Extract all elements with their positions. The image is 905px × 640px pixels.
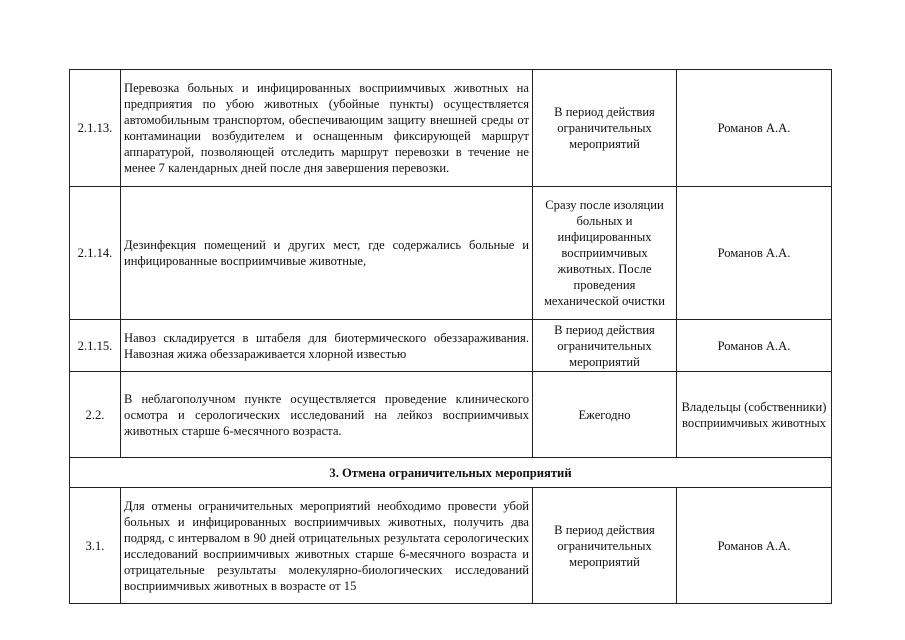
measure-responsible: Романов А.А. <box>677 70 832 187</box>
measure-period: В период действия ограничительных мероприятий <box>533 70 677 187</box>
section-header-row <box>70 458 832 488</box>
measure-period: В период действия ограничительных мероприятий <box>533 320 677 372</box>
measure-period: Ежегодно <box>533 372 677 458</box>
item-number: 2.1.14. <box>70 187 121 320</box>
measure-text: Для отмены ограничительных мероприятий необходимо провести убой больных и инфицированных восприимчивых животных, получить два подряд, с интервалом в 90 дней отрицательных результата серологических исследований восприимчивых животных старше 6-месячного возраста и отрицательные результаты молекулярно-биологических исследований восприимчивых животных в возрасте от 15 <box>121 488 533 604</box>
section-title: 3. Отмена ограничительных мероприятий <box>70 458 832 488</box>
measures-table <box>69 69 832 604</box>
measure-period: Сразу после изоляции больных и инфицированных восприимчивых животных. После проведения механической очистки <box>533 187 677 320</box>
table-row <box>70 488 832 604</box>
item-number: 3.1. <box>70 488 121 604</box>
item-number: 2.2. <box>70 372 121 458</box>
measure-text: В неблагополучном пункте осуществляется проведение клинического осмотра и серологических исследований на лейкоз восприимчивых животных старше 6-месячного возраста. <box>121 372 533 458</box>
measure-responsible: Романов А.А. <box>677 488 832 604</box>
table-row <box>70 320 832 372</box>
table-row <box>70 70 832 187</box>
measure-responsible: Романов А.А. <box>677 187 832 320</box>
measure-responsible: Романов А.А. <box>677 320 832 372</box>
measure-text: Перевозка больных и инфицированных восприимчивых животных на предприятия по убою животных (убойные пункты) осуществляется автомобильным транспортом, обеспечивающим защиту внешней среды от контаминации возбудителем и оснащенным фиксирующей маршрут аппаратурой, позволяющей отследить маршрут перевозки в течение не менее 7 календарных дней после дня завершения перевозки. <box>121 70 533 187</box>
measure-text: Дезинфекция помещений и других мест, где содержались больные и инфицированные восприимчивые животные, <box>121 187 533 320</box>
measure-responsible: Владельцы (собственники) восприимчивых животных <box>677 372 832 458</box>
measure-period: В период действия ограничительных мероприятий <box>533 488 677 604</box>
table-row <box>70 372 832 458</box>
table-row <box>70 187 832 320</box>
item-number: 2.1.13. <box>70 70 121 187</box>
item-number: 2.1.15. <box>70 320 121 372</box>
measure-text: Навоз складируется в штабеля для биотермического обеззараживания. Навозная жижа обеззараживается хлорной известью <box>121 320 533 372</box>
